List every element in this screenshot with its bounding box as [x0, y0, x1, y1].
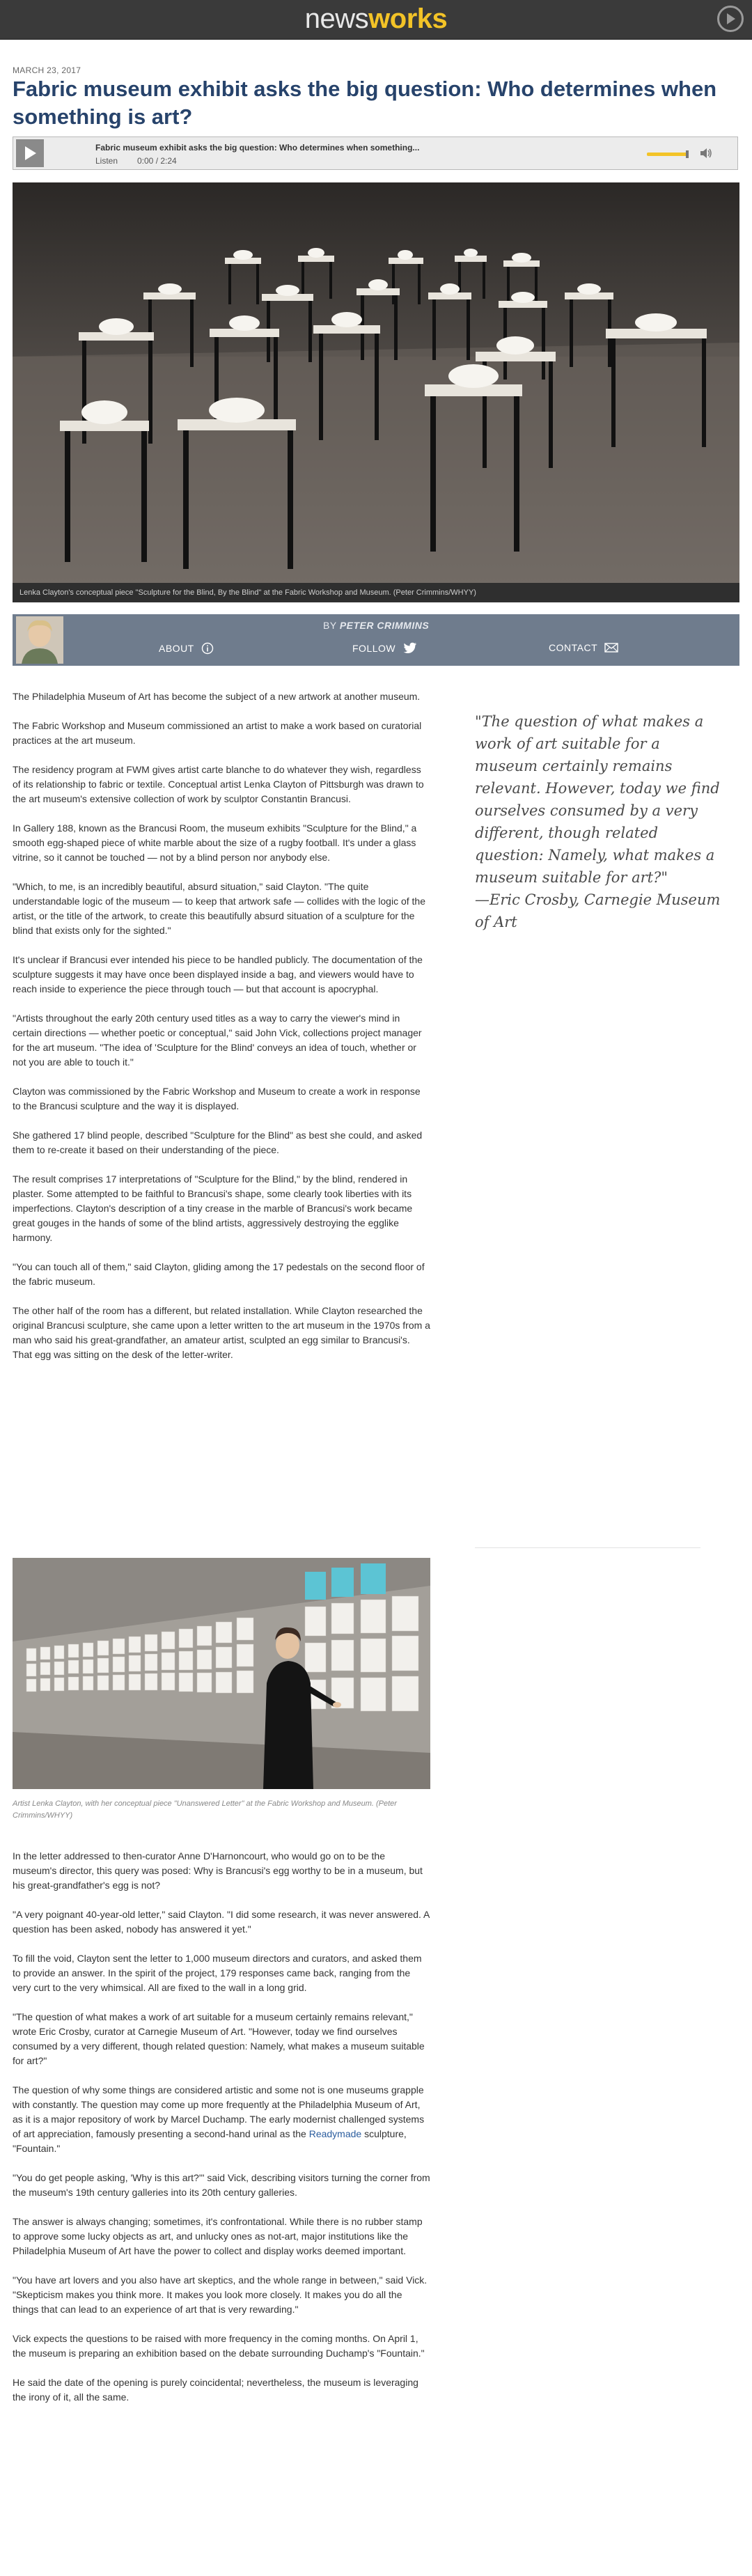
- letters-wall-illustration: [13, 1558, 430, 1789]
- player-play-button[interactable]: [16, 139, 44, 167]
- contact-link[interactable]: [549, 642, 618, 653]
- info-icon: [201, 642, 214, 655]
- logo-part-works: works: [368, 3, 448, 34]
- duchamp-text-after: sculpture, "Fountain.": [13, 2128, 407, 2154]
- play-audio-icon[interactable]: [717, 6, 744, 32]
- duchamp-text-before: The question of why some things are considered artistic and some not is one museums grapple with constantly. The question may come up more frequently at the Philadelphia Museum of Art, as it is a major repository of work by Marcel Duchamp. The early modernist challenged systems of art appreciation, famously presenting a second-hand urinal as the: [13, 2084, 425, 2139]
- pedestals-illustration: [13, 182, 739, 583]
- paragraph: "You have art lovers and you also have art skeptics, and the whole range in between," said Vick. "Skepticism makes you think more. It makes you look more closely. It makes you do all the things that can lead to an experience of art that is very rewarding.": [13, 2274, 428, 2315]
- logo-part-news: news: [304, 3, 369, 34]
- paragraph: "Which, to me, is an incredibly beautiful, absurd situation," said Clayton. "The quite understandable logic of the museum — to keep that artwork safe — collides with the logic of the artist, or the title of the artwork, to create this beautifully absurd situation of a sculpture for the blind that exists only for the sighted.": [13, 881, 425, 936]
- article-body-continued: [13, 1849, 430, 2405]
- follow-label: FOLLOW: [352, 643, 396, 654]
- player-listen-label: Listen: [95, 156, 118, 166]
- volume-slider[interactable]: [647, 153, 687, 156]
- about-label: ABOUT: [159, 643, 194, 654]
- paragraph: "A very poignant 40-year-old letter," said Clayton. "I did some research, it was never answered. A question has been asked, nobody has answered it yet.": [13, 1909, 430, 1935]
- paragraph: In Gallery 188, known as the Brancusi Room, the museum exhibits "Sculpture for the Blind," a smooth egg-shaped piece of white marble about the size of a rugby football. It's under a glass vitrine, so it cannot be touched — not by a blind person nor anybody else.: [13, 822, 417, 863]
- volume-icon[interactable]: [700, 147, 712, 159]
- paragraph: "Artists throughout the early 20th century used titles as a way to carry the viewer's mind in certain directions — whether poetic or conceptual," said John Vick, collections project manager for the art museum. "The idea of 'Sculpture for the Blind' conveys an idea of touch, whether or not you are able to touch it.": [13, 1013, 422, 1068]
- paragraph: In the letter addressed to then-curator Anne D'Harnoncourt, who would go on to be the museum's director, this query was posed: Why is Brancusi's egg worthy to be in a museum, but his great-grandfather's egg is not?: [13, 1850, 423, 1891]
- paragraph: "The question of what makes a work of art suitable for a museum certainly remains relevant," wrote Eric Crosby, curator at Carnegie Museum of Art. "However, today we find ourselves consumed by a very different, though related question: Namely, what makes a museum suitable for art?": [13, 2011, 425, 2066]
- pull-quote-text: "The question of what makes a work of art suitable for a museum certainly remains relevant. However, today we find ourselves consumed by a very different, though related question: Namely, what makes a museum suitable for art?": [475, 713, 720, 886]
- main-photo: [13, 182, 739, 583]
- sidebar-divider: [475, 1547, 700, 1548]
- byline: [323, 620, 429, 631]
- player-time: 0:00 / 2:24: [137, 156, 177, 166]
- paragraph: [13, 2083, 430, 2156]
- main-photo-caption: Lenka Clayton's conceptual piece "Sculpture for the Blind, By the Blind" at the Fabric Workshop and Museum. (Peter Crimmins/WHYY): [13, 583, 739, 602]
- author-name[interactable]: PETER CRIMMINS: [339, 620, 430, 631]
- paragraph: The result comprises 17 interpretations of "Sculpture for the Blind," by the blind, rendered in plaster. Some attempted to be faithful to Brancusi's shape, some clearly took liberties with its imperfections. Clayton's description of a tiny crease in the marble of Brancusi's work became great gouges in the hands of some of the blind artists, aggressively destroying the egglike harmony.: [13, 1173, 413, 1243]
- byline-bar: [13, 614, 739, 666]
- paragraph: He said the date of the opening is purely coincidental; nevertheless, the museum is leveraging the irony of it, all the same.: [13, 2377, 418, 2403]
- paragraph: Vick expects the questions to be raised with more frequency in the coming months. On April 1, the museum is preparing an exhibition based on the debate surrounding Duchamp's "Fountain.": [13, 2333, 425, 2359]
- play-icon: [24, 146, 37, 161]
- paragraph: The Philadelphia Museum of Art has become the subject of a new artwork at another museum.: [13, 691, 421, 702]
- pull-quote-attribution: —Eric Crosby, Carnegie Museum of Art: [475, 891, 721, 930]
- second-photo: [13, 1558, 430, 1789]
- pull-quote: [475, 710, 726, 933]
- paragraph: The Fabric Workshop and Museum commissioned an artist to make a work based on curatorial practices at the art museum.: [13, 720, 422, 746]
- about-link[interactable]: [159, 642, 214, 655]
- twitter-icon: [403, 642, 417, 653]
- paragraph: The answer is always changing; sometimes, it's confrontational. While there is no rubber stamp to approve some lucky objects as art, and unlucky ones as not-art, major institutions like the Philadelphia Museum of Art have the power to collect and display works deemed important.: [13, 2216, 423, 2256]
- paragraph: The residency program at FWM gives artist carte blanche to do whatever they wish, regardless of its relationship to fabric or textile. Conceptual artist Lenka Clayton of Pittsburgh was drawn to the art museum's extensive collection of work by sculptor Constantin Brancusi.: [13, 764, 424, 804]
- paragraph: "You can touch all of them," said Clayton, gliding among the 17 pedestals on the second floor of the fabric museum.: [13, 1261, 425, 1287]
- paragraph: She gathered 17 blind people, described "Sculpture for the Blind" as best she could, and asked them to re-create it based on their understanding of the piece.: [13, 1130, 423, 1155]
- author-avatar[interactable]: [16, 616, 63, 664]
- paragraph: To fill the void, Clayton sent the letter to 1,000 museum directors and curators, and asked them to provide an answer. In the spirit of the project, 179 responses came back, ranging from the very curt to the very whimsical. All are fixed to the wall in a long grid.: [13, 1953, 422, 1993]
- paragraph: It's unclear if Brancusi ever intended his piece to be handled publicly. The documentation of the sculpture suggests it may have once been displayed inside a bag, and viewers would have to reach inside to experience the piece through touch — but that account is apocryphal.: [13, 954, 423, 994]
- paragraph: Clayton was commissioned by the Fabric Workshop and Museum to create a work in response to the Brancusi sculpture and the way it is displayed.: [13, 1086, 421, 1111]
- envelope-icon: [604, 643, 618, 653]
- paragraph: "You do get people asking, 'Why is this art?'" said Vick, describing visitors turning the corner from the museum's 19th century galleries into its 20th century galleries.: [13, 2172, 430, 2198]
- readymade-link[interactable]: Readymade: [308, 2128, 362, 2139]
- article-body: [13, 689, 430, 1362]
- volume-knob[interactable]: [686, 150, 689, 158]
- site-logo[interactable]: [0, 0, 752, 39]
- paragraph: The other half of the room has a different, but related installation. While Clayton researched the original Brancusi sculpture, she came upon a letter written to the art museum in the 1970s from a man who said his great-grandfather, an amateur artist, sculpted an egg similar to Brancusi's. That egg was sitting on the desk of the letter-writer.: [13, 1305, 430, 1360]
- article-headline: Fabric museum exhibit asks the big question: Who determines when something is art?: [13, 77, 717, 129]
- audio-player: [13, 136, 738, 170]
- top-bar: [0, 0, 752, 40]
- article-date: MARCH 23, 2017: [13, 65, 81, 75]
- follow-link[interactable]: [352, 642, 417, 654]
- contact-label: CONTACT: [549, 642, 597, 653]
- player-title: Fabric museum exhibit asks the big question: Who determines when something...: [95, 143, 420, 153]
- second-photo-caption: Artist Lenka Clayton, with her conceptual piece "Unanswered Letter" at the Fabric Workshop and Museum. (Peter Crimmins/WHYY): [13, 1800, 397, 1820]
- byline-prefix: BY: [323, 620, 337, 631]
